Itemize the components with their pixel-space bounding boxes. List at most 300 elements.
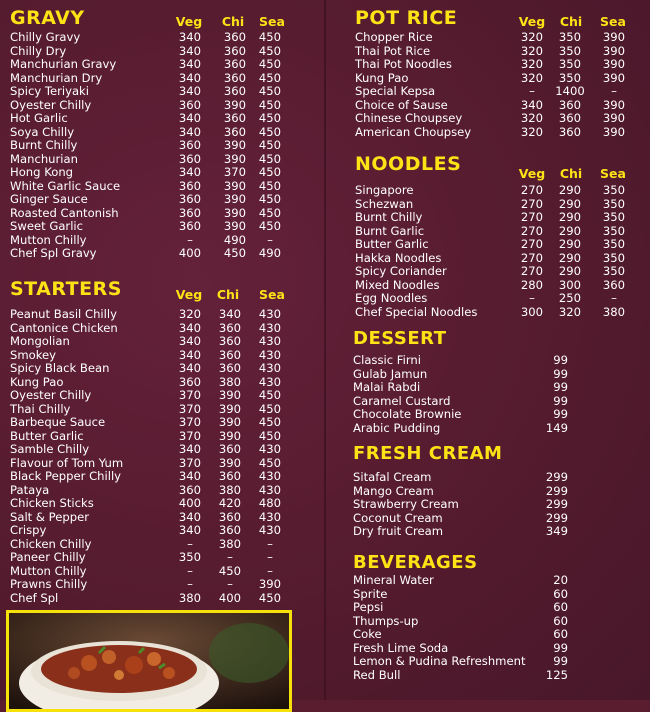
menu-item-row (10, 193, 310, 207)
price-veg: – (529, 84, 535, 98)
price-veg: 360 (178, 178, 202, 193)
menu-item-name: Chilly Gravy (10, 30, 81, 44)
menu-item-row (10, 207, 310, 221)
price-chi: 340 (218, 307, 242, 321)
price-chi: 360 (218, 347, 242, 362)
price-veg: 340 (178, 57, 202, 71)
menu-item-name: Chocolate Brownie (353, 407, 462, 421)
price-veg: 340 (178, 334, 202, 348)
price: 149 (545, 420, 568, 435)
price-chi: 360 (223, 70, 247, 85)
price-chi: 350 (558, 43, 582, 58)
header-veg: Veg (175, 287, 203, 302)
menu-item-name: Caramel Custard (353, 393, 451, 408)
menu-item-row (353, 498, 573, 512)
menu-item-name: Manchurian Gravy (10, 57, 117, 71)
price-veg: 360 (178, 138, 202, 152)
menu-item-row (10, 443, 310, 457)
price-chi: 450 (223, 246, 247, 260)
price-veg: 370 (178, 401, 202, 416)
pot-rice-list (355, 31, 640, 139)
menu-item-row (10, 180, 310, 194)
menu-item-name: Lemon & Pudina Refreshment (353, 654, 526, 668)
price-veg: 340 (178, 469, 202, 483)
section-title: POT RICE (355, 7, 458, 29)
price-chi: 360 (223, 30, 247, 44)
price-chi: 390 (223, 178, 247, 193)
menu-item-row (10, 389, 310, 403)
price-chi: 250 (558, 291, 582, 305)
price-sea: 350 (602, 264, 626, 278)
price-veg: 270 (520, 196, 544, 211)
menu-item-name: Thai Pot Rice (355, 43, 431, 58)
price-veg: 340 (520, 97, 544, 112)
menu-item-row (355, 112, 640, 126)
price-chi: 360 (223, 111, 247, 125)
menu-item-name: Strawberry Cream (353, 497, 459, 511)
menu-item-row (10, 538, 310, 552)
price-chi: 390 (218, 415, 242, 429)
menu-item-row (10, 457, 310, 471)
menu-item-name: Manchurian (10, 151, 78, 166)
menu-item-name: Mutton Chilly (10, 232, 87, 247)
price-sea: 450 (258, 70, 282, 85)
price-sea: 430 (258, 374, 282, 389)
price-sea: 450 (258, 138, 282, 152)
menu-item-row (10, 416, 310, 430)
food-bowl-illustration (9, 613, 289, 709)
menu-item-row (10, 470, 310, 484)
menu-item-row (353, 485, 573, 499)
menu-item-name: Chopper Rice (355, 30, 433, 44)
price-veg: 340 (178, 43, 202, 58)
noodles-section (355, 153, 640, 323)
price-sea: 450 (258, 84, 282, 98)
price: 60 (553, 600, 568, 614)
price-chi: 300 (558, 277, 582, 292)
price-sea: 450 (258, 124, 282, 139)
price: 60 (553, 586, 568, 601)
menu-item-name: Singapore (355, 183, 414, 197)
price-veg: 360 (178, 482, 202, 497)
price-chi: 350 (558, 70, 582, 85)
menu-item-row (10, 308, 310, 322)
menu-item-row (355, 211, 640, 225)
menu-item-name: Arabic Pudding (353, 420, 441, 435)
header-veg: Veg (175, 14, 203, 29)
menu-item-name: Malai Rabdi (353, 380, 421, 394)
price-sea: 450 (258, 178, 282, 193)
price: 99 (553, 640, 568, 655)
menu-item-name: Red Bull (353, 667, 401, 682)
menu-item-row (355, 198, 640, 212)
price-chi: 360 (558, 111, 582, 125)
menu-item-row (10, 58, 310, 72)
price-veg: 340 (178, 523, 202, 537)
menu-item-row (10, 349, 310, 363)
beverages-section (353, 552, 573, 692)
menu-item-name: Thumps-up (353, 613, 419, 628)
price-sea: 350 (602, 183, 626, 197)
price-veg: 270 (520, 183, 544, 197)
price-sea: 350 (602, 237, 626, 251)
menu-item-name: American Choupsey (355, 124, 472, 139)
menu-item-name: Prawns Chilly (10, 577, 88, 591)
menu-item-name: White Garlic Sauce (10, 178, 121, 193)
menu-item-name: Barbeque Sauce (10, 415, 106, 429)
price-chi: 380 (218, 536, 242, 551)
menu-item-name: Chef Special Noodles (355, 304, 478, 319)
price: 299 (545, 483, 568, 498)
price-chi: 290 (558, 196, 582, 211)
menu-item-name: Flavour of Tom Yum (10, 455, 124, 470)
starters-section (10, 278, 310, 608)
price: 60 (553, 627, 568, 641)
price-chi: 360 (218, 361, 242, 375)
menu-item-name: Oyester Chilly (10, 388, 92, 402)
menu-item-name: Classic Firni (353, 353, 421, 367)
price-chi: 350 (558, 30, 582, 44)
price-chi: 390 (223, 97, 247, 112)
section-title: GRAVY (10, 7, 85, 29)
section-title: DESSERT (353, 328, 447, 349)
price-sea: 430 (258, 307, 282, 321)
price-veg: 340 (178, 124, 202, 139)
menu-item-name: Roasted Cantonish (10, 205, 119, 220)
price-veg: 350 (178, 550, 202, 564)
price-chi: 290 (558, 183, 582, 197)
price-veg: 270 (520, 237, 544, 251)
price-veg: 320 (520, 43, 544, 58)
menu-item-name: Black Pepper Chilly (10, 469, 122, 483)
price-sea: 450 (258, 590, 282, 605)
price-sea: 450 (258, 388, 282, 402)
menu-item-row (355, 265, 640, 279)
price-sea: 430 (258, 482, 282, 497)
menu-item-row (10, 592, 310, 606)
price-chi: 390 (223, 219, 247, 233)
price-chi: 320 (558, 304, 582, 319)
menu-item-row (353, 408, 573, 422)
price-veg: 320 (520, 70, 544, 85)
price-sea: 390 (602, 124, 626, 139)
price-sea: 450 (258, 219, 282, 233)
dessert-list (353, 354, 573, 435)
price-sea: 350 (602, 196, 626, 211)
price-veg: 400 (178, 246, 202, 260)
price-sea: 450 (258, 415, 282, 429)
price-chi: 390 (218, 428, 242, 443)
menu-item-name: Chinese Choupsey (355, 111, 463, 125)
price-sea: 450 (258, 97, 282, 112)
menu-item-name: Hakka Noodles (355, 250, 442, 265)
price-chi: 380 (218, 374, 242, 389)
price: 125 (545, 667, 568, 682)
menu-item-name: Spicy Teriyaki (10, 84, 89, 98)
price-veg: 340 (178, 320, 202, 335)
price-veg: 280 (520, 277, 544, 292)
menu-item-name: Samble Chilly (10, 442, 90, 456)
price-sea: 450 (258, 192, 282, 206)
price-veg: 360 (178, 151, 202, 166)
food-photo (6, 610, 292, 712)
menu-item-row (355, 126, 640, 140)
menu-item-name: Salt & Pepper (10, 509, 89, 524)
price: 99 (553, 353, 568, 367)
price-chi: 290 (558, 237, 582, 251)
price-sea: – (267, 232, 273, 247)
price-veg: 370 (178, 388, 202, 402)
price-veg: – (187, 577, 193, 591)
menu-item-row (355, 85, 640, 99)
price-chi: 290 (558, 264, 582, 278)
price-veg: 360 (178, 192, 202, 206)
menu-item-row (10, 335, 310, 349)
menu-item-row (10, 112, 310, 126)
price-sea: – (611, 84, 617, 98)
price-veg: 270 (520, 264, 544, 278)
price-chi: 390 (223, 151, 247, 166)
price-chi: 490 (223, 232, 247, 247)
price-sea: 390 (602, 97, 626, 112)
menu-item-row (353, 588, 573, 602)
price-sea: 450 (258, 401, 282, 416)
menu-item-name: Soya Chilly (10, 124, 75, 139)
menu-item-row (10, 153, 310, 167)
menu-item-row (10, 484, 310, 498)
menu-item-name: Mango Cream (353, 483, 434, 498)
price: 99 (553, 393, 568, 408)
menu-item-row (353, 601, 573, 615)
price-chi: 360 (218, 334, 242, 348)
menu-item-row (353, 525, 573, 539)
price-chi: 360 (218, 320, 242, 335)
menu-item-row (353, 368, 573, 382)
price-veg: 380 (178, 590, 202, 605)
menu-item-row (10, 362, 310, 376)
menu-item-name: Gulab Jamun (353, 366, 428, 381)
menu-item-row (355, 252, 640, 266)
header-veg: Veg (518, 166, 546, 181)
price-veg: 340 (178, 84, 202, 98)
price-sea: 450 (258, 57, 282, 71)
price-sea: 450 (258, 205, 282, 220)
menu-item-name: Mutton Chilly (10, 563, 87, 578)
menu-item-row (355, 225, 640, 239)
menu-item-name: Hong Kong (10, 165, 74, 179)
header-sea: Sea (600, 166, 626, 181)
menu-item-row (10, 99, 310, 113)
price: 60 (553, 613, 568, 628)
menu-item-name: Spicy Black Bean (10, 361, 110, 375)
price-chi: 290 (558, 223, 582, 238)
price-chi: 360 (218, 509, 242, 524)
menu-item-row (10, 220, 310, 234)
menu-item-row (10, 72, 310, 86)
menu-item-row (10, 247, 310, 261)
price-veg: 340 (178, 442, 202, 456)
price-sea: 430 (258, 361, 282, 375)
menu-item-row (353, 615, 573, 629)
price-sea: 430 (258, 442, 282, 456)
menu-item-name: Spicy Coriander (355, 264, 447, 278)
fresh-cream-section (353, 443, 573, 543)
menu-item-name: Hot Garlic (10, 111, 68, 125)
menu-item-row (10, 166, 310, 180)
menu-item-name: Burnt Garlic (355, 223, 425, 238)
price-sea: 430 (258, 347, 282, 362)
menu-item-row (10, 45, 310, 59)
menu-item-row (10, 234, 310, 248)
price-chi: 360 (218, 442, 242, 456)
price-veg: 370 (178, 415, 202, 429)
price-veg: 270 (520, 223, 544, 238)
menu-item-name: Chef Spl Gravy (10, 246, 97, 260)
price-chi: 390 (223, 205, 247, 220)
price-veg: 270 (520, 250, 544, 265)
menu-item-name: Coconut Cream (353, 510, 443, 525)
price: 299 (545, 497, 568, 511)
menu-item-row (10, 511, 310, 525)
menu-item-row (10, 430, 310, 444)
header-veg: Veg (518, 14, 546, 29)
menu-item-name: Fresh Lime Soda (353, 640, 449, 655)
price-sea: 430 (258, 469, 282, 483)
price-sea: 490 (258, 246, 282, 260)
price-chi: 380 (218, 482, 242, 497)
menu-item-row (10, 524, 310, 538)
price-sea: 450 (258, 111, 282, 125)
menu-item-row (355, 31, 640, 45)
price-veg: 320 (178, 307, 202, 321)
price: 99 (553, 407, 568, 421)
menu-item-name: Manchurian Dry (10, 70, 103, 85)
price-chi: 1400 (555, 84, 585, 98)
price-sea: 390 (602, 57, 626, 71)
price-sea: 450 (258, 165, 282, 179)
menu-item-row (10, 578, 310, 592)
menu-item-name: Mongolian (10, 334, 70, 348)
section-title: NOODLES (355, 153, 462, 175)
price-chi: 390 (218, 455, 242, 470)
price-veg: – (187, 563, 193, 578)
menu-item-name: Sitafal Cream (353, 470, 432, 484)
price-chi: 360 (558, 97, 582, 112)
menu-item-name: Cantonice Chicken (10, 320, 118, 335)
column-divider (324, 0, 326, 700)
price-veg: 360 (178, 374, 202, 389)
price-sea: 450 (258, 428, 282, 443)
price: 349 (545, 524, 568, 538)
price-sea: 390 (602, 70, 626, 85)
price-sea: 360 (602, 277, 626, 292)
price-chi: 360 (223, 84, 247, 98)
price-sea: 390 (602, 43, 626, 58)
menu-item-name: Special Kepsa (355, 84, 436, 98)
price-chi: 360 (223, 57, 247, 71)
price-chi: 350 (558, 57, 582, 71)
menu-item-name: Peanut Basil Chilly (10, 307, 117, 321)
price-chi: 390 (223, 192, 247, 206)
menu-item-row (355, 279, 640, 293)
price-sea: 350 (602, 223, 626, 238)
price-chi: 390 (218, 401, 242, 416)
section-title: STARTERS (10, 278, 122, 300)
price-sea: 450 (258, 43, 282, 58)
menu-item-row (353, 381, 573, 395)
price-sea: 390 (258, 577, 282, 591)
price-veg: 340 (178, 111, 202, 125)
menu-item-row (10, 376, 310, 390)
menu-item-name: Pepsi (353, 600, 384, 614)
section-title: BEVERAGES (353, 552, 478, 573)
menu-item-row (353, 422, 573, 436)
beverages-list (353, 574, 573, 682)
menu-item-name: Paneer Chilly (10, 550, 86, 564)
price-chi: 450 (218, 563, 242, 578)
menu-item-name: Sweet Garlic (10, 219, 84, 233)
menu-item-row (353, 471, 573, 485)
price-sea: 350 (602, 250, 626, 265)
price-veg: – (187, 536, 193, 551)
price-veg: 270 (520, 210, 544, 224)
menu-item-name: Thai Pot Noodles (355, 57, 452, 71)
menu-item-name: Butter Garlic (10, 428, 84, 443)
price-veg: 370 (178, 455, 202, 470)
price-sea: – (267, 536, 273, 551)
menu-item-row (353, 574, 573, 588)
price-veg: 320 (520, 124, 544, 139)
fresh-cream-list (353, 471, 573, 539)
price-sea: 390 (602, 111, 626, 125)
menu-item-name: Smokey (10, 347, 57, 362)
price-veg: 340 (178, 165, 202, 179)
menu-item-row (10, 31, 310, 45)
price-veg: 360 (178, 97, 202, 112)
menu-item-row (353, 628, 573, 642)
price-veg: – (529, 291, 535, 305)
price-sea: – (267, 563, 273, 578)
price: 99 (553, 366, 568, 381)
menu-item-name: Kung Pao (355, 70, 409, 85)
menu-item-name: Choice of Sause (355, 97, 448, 112)
menu-item-row (353, 655, 573, 669)
price-sea: 430 (258, 509, 282, 524)
menu-item-name: Mixed Noodles (355, 277, 440, 292)
price-veg: 340 (178, 30, 202, 44)
price-sea: – (611, 291, 617, 305)
price-chi: 290 (558, 250, 582, 265)
price-veg: 360 (178, 205, 202, 220)
menu-item-row (355, 58, 640, 72)
menu-item-name: Mineral Water (353, 573, 434, 587)
price-sea: 350 (602, 210, 626, 224)
pot-rice-section (355, 0, 640, 150)
gravy-list (10, 31, 310, 261)
gravy-section (10, 0, 310, 270)
price-veg: 340 (178, 70, 202, 85)
price-sea: 380 (602, 304, 626, 319)
dessert-section (353, 328, 573, 438)
menu-item-row (355, 45, 640, 59)
price-sea: 450 (258, 455, 282, 470)
starters-list (10, 308, 310, 605)
price-veg: – (187, 232, 193, 247)
menu-item-row (353, 669, 573, 683)
price-chi: 360 (223, 43, 247, 58)
menu-item-name: Chicken Sticks (10, 496, 94, 510)
price-sea: – (267, 550, 273, 564)
